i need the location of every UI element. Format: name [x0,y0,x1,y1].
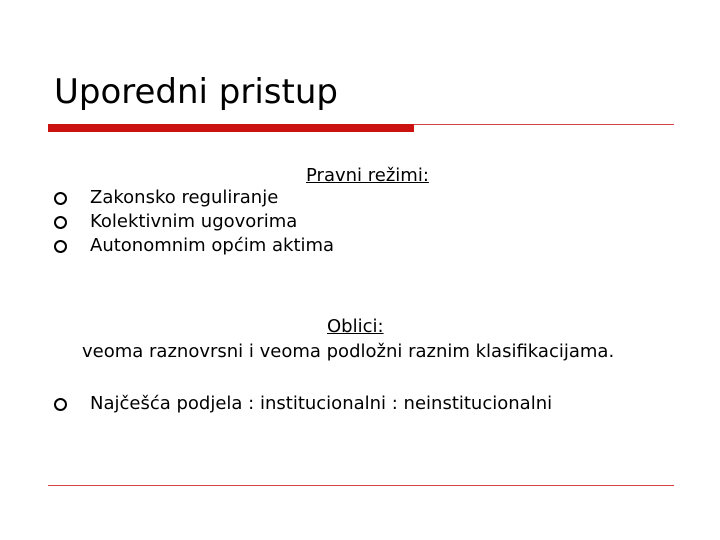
hollow-circle-bullet-icon [54,216,67,229]
slide-title: Uporedni pristup [54,72,338,112]
hollow-circle-bullet-icon [54,398,67,411]
pravni-rezimi-heading: Pravni režimi: [306,165,429,186]
hollow-circle-bullet-icon [54,240,67,253]
rezimi-item-autonomnim: Autonomnim općim aktima [90,235,335,256]
oblici-heading: Oblici: [327,316,384,337]
hollow-circle-bullet-icon [54,192,67,205]
title-divider-line [414,124,674,125]
footer-divider-line [48,485,674,486]
rezimi-item-kolektivnim: Kolektivnim ugovorima [90,211,298,232]
oblici-description: veoma raznovrsni i veoma podložni raznim klasifikacijama. [82,341,615,362]
title-accent-rule [48,124,414,132]
podjela-item: Najčešća podjela : institucionalni : neinstitucionalni [90,393,553,414]
rezimi-item-zakonsko: Zakonsko reguliranje [90,187,279,208]
